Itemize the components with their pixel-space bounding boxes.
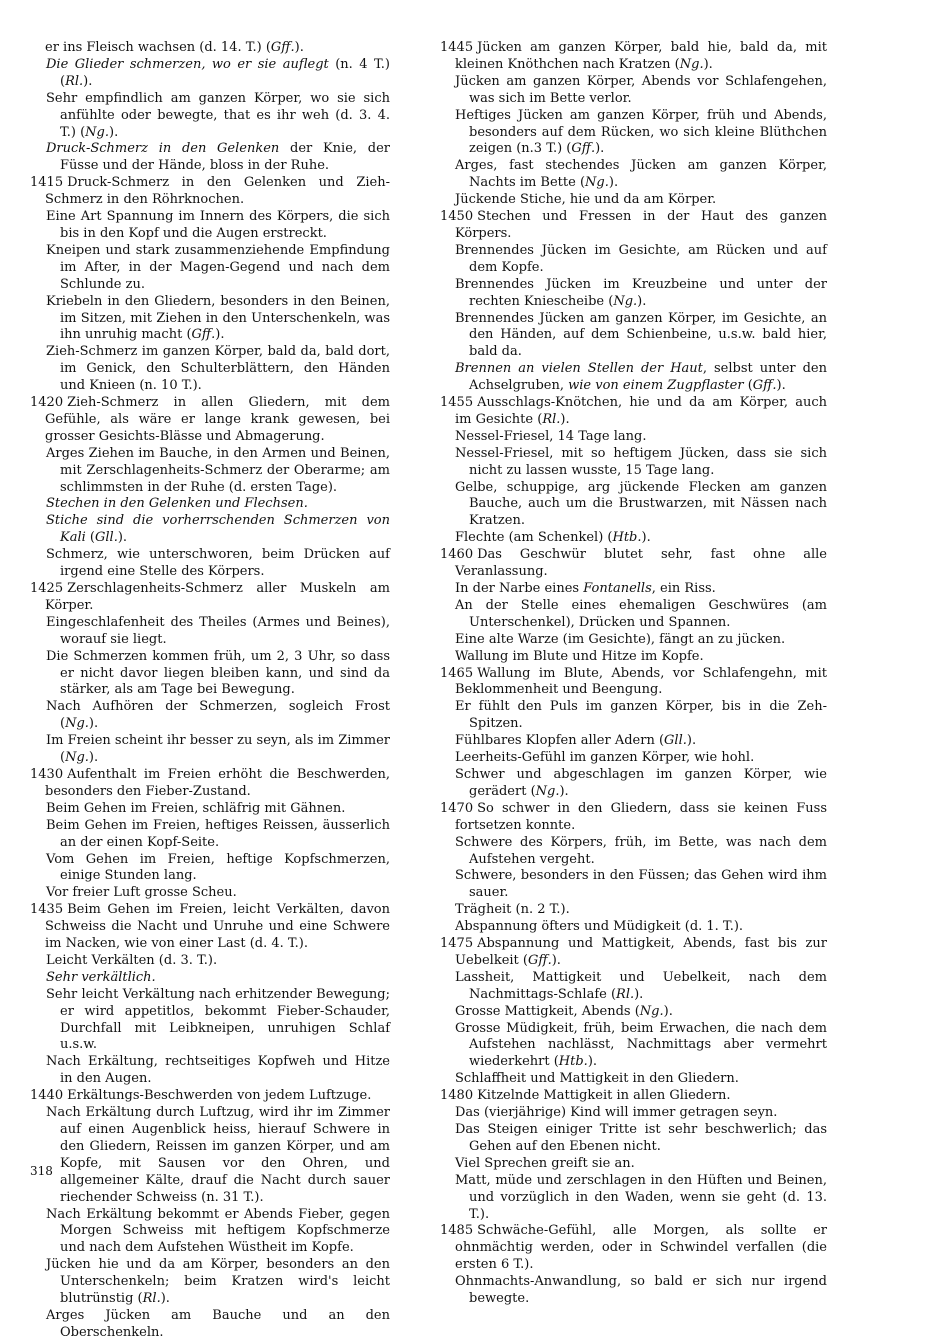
symptom-entry <box>30 902 390 953</box>
symptom-entry <box>440 530 827 547</box>
italic-text: Rl. <box>616 986 635 1002</box>
entry-text: der Knie, der Füsse und der Hände, bloss in der Ruhe. <box>60 141 390 174</box>
entry-number: 1480 <box>440 1088 474 1104</box>
entry-text: Stechen und Fressen in der Haut des ganzen Körpers. <box>455 209 827 241</box>
entry-text: Heftiges Jücken am ganzen Körper, früh und Abends, besonders auf dem Rücken, wo sich kleine Blüthchen zeigen (n.3 T.) ( <box>455 107 827 157</box>
entry-text: ). <box>608 175 619 191</box>
italic-text: Htb. <box>558 1054 588 1070</box>
entry-text: ). <box>109 124 119 140</box>
left-column <box>30 40 390 1342</box>
entry-text: Sehr leicht Verkältung nach erhitzender Bewegung; er wird appetitlos, bekommt Fieber-Schauder, Durchfall mit Leibkneipen, unruhigen Schlaf u.s.w. <box>46 986 390 1053</box>
entry-text: Jücken am ganzen Körper, bald hie, bald da, mit kleinen Knöthchen nach Kratzen ( <box>455 40 827 72</box>
entry-text: ). <box>294 40 304 55</box>
italic-text: Ng. <box>535 783 560 799</box>
entry-text: Aufenthalt im Freien erhöht die Beschwerden, besonders den Fieber-Zustand. <box>45 766 390 799</box>
entry-text: Das (vierjährige) Kind will immer getragen seyn. <box>455 1105 778 1121</box>
italic-text: wie von einem Zugpflaster <box>568 378 744 394</box>
symptom-entry <box>440 277 827 311</box>
symptom-entry <box>440 446 827 480</box>
symptom-entry <box>30 1054 390 1088</box>
symptom-entry <box>440 801 827 835</box>
italic-text: Ng. <box>585 175 609 191</box>
symptom-entry <box>440 40 827 74</box>
symptom-entry <box>30 243 390 294</box>
entry-text: Brennendes Jücken im Gesichte, am Rücken und auf dem Kopfe. <box>455 242 827 275</box>
entry-text: Beim Gehen im Freien, leicht Verkälten, davon Schweiss die Nacht und Unruhe und eine Schwere im Nacken, wie von einer Last (d. 4. T.). <box>45 902 390 952</box>
italic-text: Gff. <box>191 327 216 343</box>
entry-text: ). <box>595 141 605 157</box>
symptom-entry <box>440 750 827 767</box>
entry-text: Viel Sprechen greift sie an. <box>455 1155 635 1171</box>
italic-text: Sehr verkältlich. <box>46 969 156 985</box>
symptom-entry <box>440 649 827 666</box>
symptom-entry <box>30 818 390 852</box>
symptom-entry <box>440 311 827 362</box>
italic-text: Die Glieder schmerzen, wo er sie auflegt <box>46 56 329 72</box>
entry-number: 1435 <box>30 902 64 918</box>
symptom-entry <box>440 1274 827 1308</box>
entry-text: Grosse Müdigkeit, früh, beim Erwachen, die nach dem Aufstehen nachlässt, Nachmittags aber vermehrt wiederkehrt ( <box>455 1020 827 1070</box>
entry-text: Eine alte Warze (im Gesichte), fängt an zu jücken. <box>455 631 786 647</box>
entry-text: Erkältungs-Beschwerden von jedem Luftzuge. <box>67 1088 372 1104</box>
entry-text: Nach Aufhören der Schmerzen, sogleich Frost ( <box>46 699 390 732</box>
symptom-entry <box>30 767 390 801</box>
entry-number: 1465 <box>440 665 474 681</box>
entry-text: ). <box>88 750 99 766</box>
symptom-entry <box>440 835 827 869</box>
symptom-entry <box>30 970 390 987</box>
entry-text: Eingeschlafenheit des Theiles (Armes und Beines), worauf sie liegt. <box>46 614 390 647</box>
right-column <box>440 40 827 1308</box>
symptom-entry <box>440 158 827 192</box>
entry-text: Nessel-Friesel, 14 Tage lang. <box>455 428 647 444</box>
symptom-entry <box>30 344 390 395</box>
symptom-entry <box>30 395 390 446</box>
entry-text: , selbst unter den Achselgruben, <box>469 361 827 394</box>
symptom-entry <box>440 632 827 649</box>
symptom-entry <box>30 852 390 886</box>
entry-text: Abspannung und Mattigkeit, Abends, fast bis zur Uebelkeit ( <box>455 936 827 968</box>
symptom-entry <box>440 395 827 429</box>
entry-text: Lassheit, Mattigkeit und Uebelkeit, nach dem Nachmittags-Schlafe ( <box>455 969 827 1002</box>
entry-text: In der Narbe eines <box>455 581 584 596</box>
entry-text: Arges, fast stechendes Jücken am ganzen Körper, Nachts im Bette ( <box>455 158 827 191</box>
entry-text: ). <box>634 986 644 1002</box>
symptom-entry <box>440 480 827 531</box>
symptom-entry <box>440 74 827 108</box>
entry-text: (n. 4 T.) ( <box>60 56 390 89</box>
symptom-entry <box>30 987 390 1055</box>
entry-text: Eine Art Spannung im Innern des Körpers, die sich bis in den Kopf und die Augen erstreckt. <box>46 209 390 241</box>
symptom-entry <box>30 885 390 902</box>
entry-number: 1455 <box>440 395 474 411</box>
entry-text: ). <box>559 783 569 799</box>
symptom-entry <box>30 496 390 513</box>
symptom-entry <box>30 699 390 733</box>
entry-text: Schwäche-Gefühl, alle Morgen, als sollte er ohnmächtig werden, oder in Schwindel verfallen (die ersten 6 T.). <box>455 1223 827 1273</box>
italic-text: Gff. <box>571 141 596 157</box>
entry-text: Ohnmachts-Anwandlung, so bald er sich nur irgend bewegte. <box>455 1274 827 1307</box>
symptom-entry <box>30 1105 390 1206</box>
symptom-entry <box>30 801 390 818</box>
symptom-entry <box>30 446 390 497</box>
entry-text: ). <box>215 327 225 343</box>
symptom-entry <box>440 1004 827 1021</box>
italic-text: Gff. <box>752 378 777 394</box>
entry-text: Wallung im Blute und Hitze im Kopfe. <box>455 648 704 664</box>
symptom-entry <box>30 615 390 649</box>
entry-text: Ausschlags-Knötchen, hie und da am Körper, auch im Gesichte ( <box>455 395 827 427</box>
entry-text: Jücken hie und da am Körper, besonders an den Unterschenkeln; beim Kratzen wird's leicht blutrünstig ( <box>46 1257 390 1307</box>
entry-text: ). <box>663 1003 673 1019</box>
symptom-entry <box>440 598 827 632</box>
symptom-entry <box>440 767 827 801</box>
symptom-entry <box>30 1308 390 1342</box>
entry-text: Jücken am ganzen Körper, Abends vor Schlafengehen, was sich im Bette verlor. <box>455 73 827 106</box>
italic-text: Brennen an vielen Stellen der Haut <box>455 361 703 377</box>
italic-text: Stechen in den Gelenken und Flechsen. <box>46 496 308 512</box>
page-number: 318 <box>30 1164 53 1178</box>
entry-text: Die Schmerzen kommen früh, um 2, 3 Uhr, so dass er nicht davor liegen bleiben kann, und sind da stärker, als am Tage bei Bewegung. <box>46 648 390 698</box>
symptom-entry <box>440 361 827 395</box>
symptom-entry <box>440 108 827 159</box>
entry-text: , ein Riss. <box>651 581 716 596</box>
entry-text: Schwere, besonders in den Füssen; das Gehen wird ihm sauer. <box>455 868 827 901</box>
entry-number: 1460 <box>440 547 474 563</box>
symptom-entry <box>30 547 390 581</box>
symptom-entry <box>440 1105 827 1122</box>
entry-number: 1425 <box>30 581 64 596</box>
entry-text: ). <box>560 411 570 427</box>
symptom-entry <box>30 1257 390 1308</box>
symptom-entry <box>30 40 390 57</box>
entry-number: 1475 <box>440 936 474 952</box>
entry-text: Zieh-Schmerz im ganzen Körper, bald da, bald dort, im Genick, den Schulterblättern, den Händen und Knieen (n. 10 T.). <box>46 344 390 394</box>
entry-number: 1420 <box>30 395 64 411</box>
entry-text: Schlaffheit und Mattigkeit in den Gliedern. <box>455 1071 739 1087</box>
entry-text: Wallung im Blute, Abends, vor Schlafengehn, mit Beklommenheit und Beengung. <box>455 665 827 698</box>
symptom-entry <box>440 192 827 209</box>
symptom-entry <box>30 733 390 767</box>
entry-text: ). <box>551 952 561 968</box>
entry-text: ( <box>743 378 753 394</box>
entry-text: ). <box>83 73 93 89</box>
entry-number: 1445 <box>440 40 474 55</box>
entry-text: Vom Gehen im Freien, heftige Kopfschmerzen, einige Stunden lang. <box>46 851 390 884</box>
symptom-entry <box>30 513 390 547</box>
symptom-entry <box>30 294 390 345</box>
italic-text: Gff. <box>270 40 295 55</box>
entry-text: Schwere des Körpers, früh, im Bette, was nach dem Aufstehen vergeht. <box>455 834 827 867</box>
symptom-entry <box>440 1071 827 1088</box>
entry-text: Kitzelnde Mattigkeit in allen Gliedern. <box>477 1088 731 1104</box>
entry-text: Trägheit (n. 2 T.). <box>455 902 570 918</box>
entry-text: ). <box>637 293 647 309</box>
entry-number: 1450 <box>440 209 474 225</box>
entry-number: 1440 <box>30 1088 64 1104</box>
symptom-entry <box>30 141 390 175</box>
entry-text: Fühlbares Klopfen aller Adern ( <box>455 733 665 749</box>
italic-text: Gff. <box>527 952 552 968</box>
symptom-entry <box>440 429 827 446</box>
entry-text: Druck-Schmerz in den Gelenken und Zieh-Schmerz in den Röhrknochen. <box>45 175 390 208</box>
entry-number: 1430 <box>30 766 64 782</box>
italic-text: Ng. <box>65 716 89 732</box>
italic-text: Gll. <box>95 530 118 546</box>
entry-text: Beim Gehen im Freien, schläfrig mit Gähnen. <box>46 800 346 816</box>
symptom-entry <box>30 209 390 243</box>
entry-text: ). <box>587 1054 598 1070</box>
entry-text: ( <box>85 530 95 546</box>
italic-text: Rl. <box>142 1291 161 1307</box>
entry-text: So schwer in den Gliedern, dass sie keinen Fuss fortsetzen konnte. <box>455 800 827 833</box>
entry-text: Leicht Verkälten (d. 3. T.). <box>46 952 218 968</box>
entry-text: ). <box>686 733 697 749</box>
entry-text: Brennendes Jücken am ganzen Körper, im Gesichte, an den Händen, auf dem Schienbeine, u.s.w. bald hier, bald da. <box>455 310 827 360</box>
entry-text: Schmerz, wie unterschworen, beim Drücken auf irgend eine Stelle des Körpers. <box>46 547 390 580</box>
entry-text: Nessel-Friesel, mit so heftigem Jücken, dass sie sich nicht zu lassen wusste, 15 Tage lang. <box>455 445 827 478</box>
entry-text: Jückende Stiche, hie und da am Körper. <box>455 192 717 208</box>
italic-text: Druck-Schmerz in den Gelenken <box>46 141 280 157</box>
entry-text: An der Stelle eines ehemaligen Geschwüres (am Unterschenkel), Drücken und Spannen. <box>455 597 827 630</box>
symptom-entry <box>440 936 827 970</box>
entry-text: Das Geschwür blutet sehr, fast ohne alle Veranlassung. <box>455 547 827 580</box>
symptom-entry <box>440 209 827 243</box>
entry-text: Brennendes Jücken im Kreuzbeine und unter der rechten Kniescheibe ( <box>455 276 827 309</box>
symptom-entry <box>440 1173 827 1224</box>
symptom-entry <box>440 581 827 598</box>
symptom-entry <box>440 699 827 733</box>
italic-text: Ng. <box>613 293 638 309</box>
entry-text: Zieh-Schmerz in allen Gliedern, mit dem Gefühle, als wäre er lange krank gewesen, bei grosser Gesichts-Blässe und Abmagerung. <box>45 395 390 444</box>
symptom-entry <box>30 953 390 970</box>
italic-text: Ng. <box>65 750 89 766</box>
entry-text: Vor freier Luft grosse Scheu. <box>46 885 237 901</box>
entry-text: ). <box>88 716 99 732</box>
entry-text: ). <box>641 530 651 546</box>
symptom-entry <box>30 649 390 700</box>
entry-text: Gelbe, schuppige, arg jückende Flecken am ganzen Bauche, auch um die Brustwarzen, mit Nässen nach Kratzen. <box>455 479 827 529</box>
entry-text: Arges Jücken am Bauche und an den Oberschenkeln. <box>46 1307 390 1340</box>
entry-text: Abspannung öfters und Müdigkeit (d. 1. T.). <box>455 919 744 935</box>
entry-text: Beim Gehen im Freien, heftiges Reissen, äusserlich an der einen Kopf-Seite. <box>46 817 390 850</box>
entry-text: Kriebeln in den Gliedern, besonders in den Beinen, im Sitzen, mit Ziehen in den Unterschenkeln, was ihn unruhig macht ( <box>46 293 390 343</box>
symptom-entry <box>440 902 827 919</box>
symptom-entry <box>440 666 827 700</box>
symptom-entry <box>440 1088 827 1105</box>
italic-text: Ng. <box>85 124 110 140</box>
italic-text: Fontanells <box>583 581 652 596</box>
symptom-entry <box>440 1021 827 1072</box>
italic-text: Htb. <box>612 530 642 546</box>
entry-text: ). <box>776 378 786 394</box>
symptom-entry <box>30 175 390 209</box>
entry-text: er ins Fleisch wachsen (d. 14. T.) ( <box>45 40 271 55</box>
entry-text: Sehr empfindlich am ganzen Körper, wo sie sich anfühlte oder bewegte, that es ihr weh (d. 3. 4. T.) ( <box>46 90 390 140</box>
entry-number: 1470 <box>440 800 474 816</box>
entry-number: 1415 <box>30 175 64 191</box>
symptom-entry <box>30 1207 390 1258</box>
entry-text: Nach Erkältung durch Luftzug, wird ihr im Zimmer auf einen Augenblick heiss, hierauf Schwere in den Gliedern, Reissen im ganzen Körper, und am Kopfe, mit Sausen vor den Ohren, und allgemeiner Kälte, drauf die Nacht durch sauer riechender Schweiss (n. 31 T.). <box>46 1105 390 1205</box>
symptom-entry <box>30 581 390 615</box>
symptom-entry <box>440 1156 827 1173</box>
entry-text: Schwer und abgeschlagen im ganzen Körper, wie gerädert ( <box>455 766 827 799</box>
symptom-entry <box>440 1223 827 1274</box>
symptom-entry <box>440 868 827 902</box>
entry-text: Leerheits-Gefühl im ganzen Körper, wie hohl. <box>455 750 755 766</box>
entry-number: 1485 <box>440 1223 474 1239</box>
italic-text: Rl. <box>65 73 84 89</box>
symptom-entry <box>30 1088 390 1105</box>
entry-text: Matt, müde und zerschlagen in den Hüften und Beinen, und vorzüglich in den Waden, wenn sie geht (d. 13. T.). <box>455 1172 827 1222</box>
entry-text: Nach Erkältung, rechtseitiges Kopfweh und Hitze in den Augen. <box>46 1054 390 1087</box>
entry-text: Zerschlagenheits-Schmerz aller Muskeln am Körper. <box>45 581 390 613</box>
symptom-entry <box>440 1122 827 1156</box>
symptom-entry <box>440 919 827 936</box>
italic-text: Stiche sind die vorherrschenden Schmerzen von Kali <box>46 513 390 546</box>
entry-text: Flechte (am Schenkel) ( <box>455 530 613 546</box>
symptom-entry <box>440 970 827 1004</box>
italic-text: Ng. <box>679 56 704 72</box>
italic-text: Gll. <box>664 733 687 749</box>
symptom-entry <box>440 733 827 750</box>
symptom-entry <box>30 57 390 91</box>
entry-text: Im Freien scheint ihr besser zu seyn, als im Zimmer ( <box>46 733 390 766</box>
entry-text: ). <box>703 56 713 72</box>
entry-text: Grosse Mattigkeit, Abends ( <box>455 1003 640 1019</box>
entry-text: Das Steigen einiger Tritte ist sehr beschwerlich; das Gehen auf den Ebenen nicht. <box>455 1122 827 1154</box>
entry-text: ). <box>117 530 128 546</box>
symptom-entry <box>440 243 827 277</box>
entry-text: Kneipen und stark zusammenziehende Empfindung im After, in der Magen-Gegend und nach dem Schlunde zu. <box>46 242 390 292</box>
italic-text: Ng. <box>639 1003 664 1019</box>
entry-text: ). <box>160 1291 170 1307</box>
symptom-entry <box>440 547 827 581</box>
entry-text: Er fühlt den Puls im ganzen Körper, bis in die Zeh-Spitzen. <box>455 699 827 732</box>
symptom-entry <box>30 91 390 142</box>
entry-text: Nach Erkältung bekommt er Abends Fieber, gegen Morgen Schweiss mit heftigem Kopfschmerze und nach dem Aufstehen Wüstheit im Kopfe. <box>46 1206 390 1256</box>
entry-text: Arges Ziehen im Bauche, in den Armen und Beinen, mit Zerschlagenheits-Schmerz der Oberarme; am schlimmsten in der Ruhe (d. ersten Tage). <box>46 445 390 495</box>
italic-text: Rl. <box>542 411 561 427</box>
